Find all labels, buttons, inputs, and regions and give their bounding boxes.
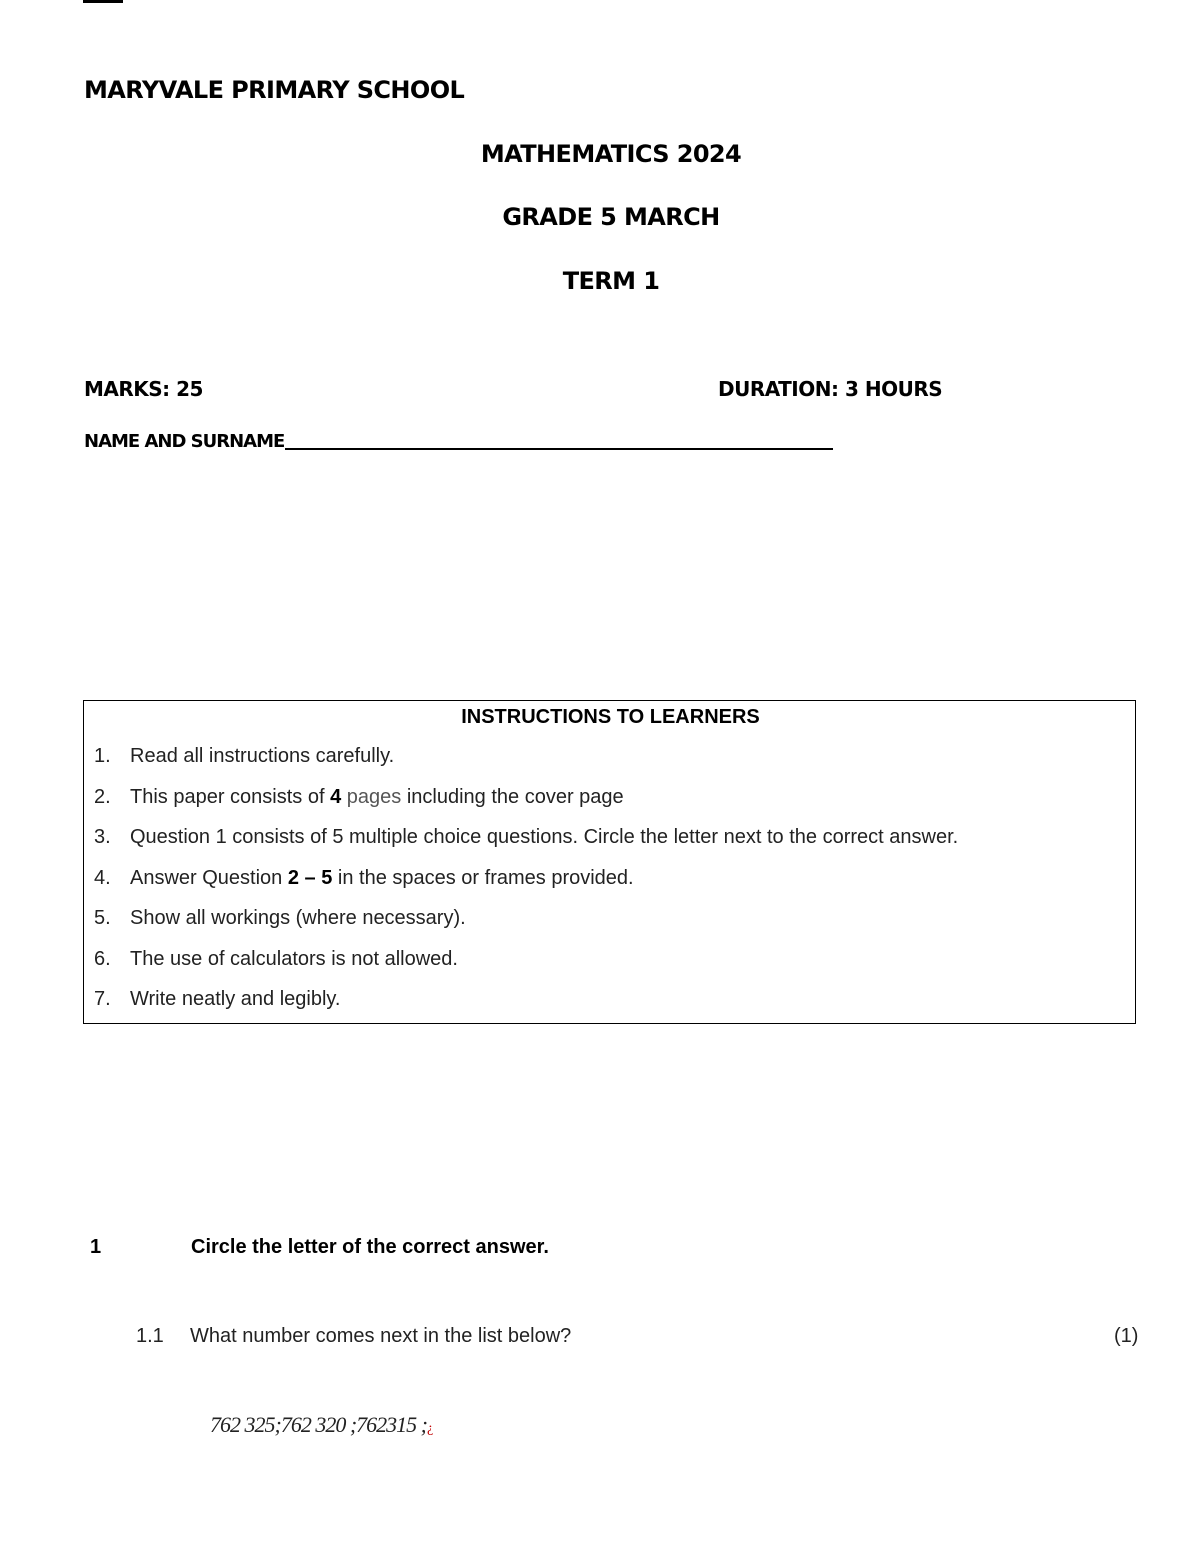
instruction-number: 3.: [94, 826, 111, 848]
sub-question-number: 1.1: [136, 1325, 164, 1347]
instructions-box: [83, 700, 1136, 1024]
instruction-question-range: 2 – 5: [287, 866, 333, 889]
instruction-text-part: This paper consists of: [130, 785, 331, 808]
name-answer-line[interactable]: [285, 448, 833, 450]
instruction-text: Write neatly and legibly.: [130, 988, 341, 1010]
instruction-text: [130, 867, 634, 890]
instruction-number: 5.: [94, 907, 111, 929]
sequence-values: 762 325;762 320 ;762315 ;: [210, 1412, 427, 1437]
instruction-text: Question 1 consists of 5 multiple choice questions. Circle the letter next to the correct answer.: [130, 826, 959, 848]
instruction-number: 6.: [94, 947, 111, 970]
instruction-number: 1.: [94, 745, 111, 767]
subject-title: MATHEMATICS 2024: [480, 140, 742, 168]
name-and-surname-row: [84, 431, 833, 452]
name-label: NAME AND SURNAME: [84, 431, 285, 452]
sequence-placeholder-mark: ¿: [426, 1421, 433, 1436]
instruction-text-part: in the spaces or frames provided.: [332, 866, 634, 889]
total-marks: MARKS: 25: [84, 377, 203, 401]
school-name: MARYVALE PRIMARY SCHOOL: [84, 76, 465, 104]
instruction-page-count: 4: [330, 785, 342, 808]
instruction-text-part: pages: [341, 785, 402, 808]
number-sequence: [210, 1412, 432, 1438]
instruction-text: Show all workings (where necessary).: [130, 907, 466, 929]
exam-duration: DURATION: 3 HOURS: [718, 377, 943, 401]
instruction-number: 2.: [94, 785, 111, 808]
question-heading: Circle the letter of the correct answer.: [191, 1236, 549, 1258]
instruction-text-part: including the cover page: [401, 785, 624, 808]
instruction-text: Read all instructions carefully.: [130, 745, 395, 767]
sub-question-marks: (1): [1114, 1325, 1139, 1347]
instruction-text-part: Answer Question: [130, 866, 288, 889]
instruction-text: The use of calculators is not allowed.: [130, 947, 458, 970]
term-title: TERM 1: [562, 267, 660, 295]
instructions-title: INSTRUCTIONS TO LEARNERS: [461, 706, 760, 728]
grade-title: GRADE 5 MARCH: [502, 203, 720, 231]
top-edge-mark: [83, 0, 123, 3]
question-number: 1: [90, 1236, 102, 1258]
instruction-number: 7.: [94, 988, 111, 1010]
sub-question-text: What number comes next in the list below?: [190, 1325, 572, 1347]
instruction-text: [130, 786, 624, 809]
instruction-number: 4.: [94, 866, 111, 889]
